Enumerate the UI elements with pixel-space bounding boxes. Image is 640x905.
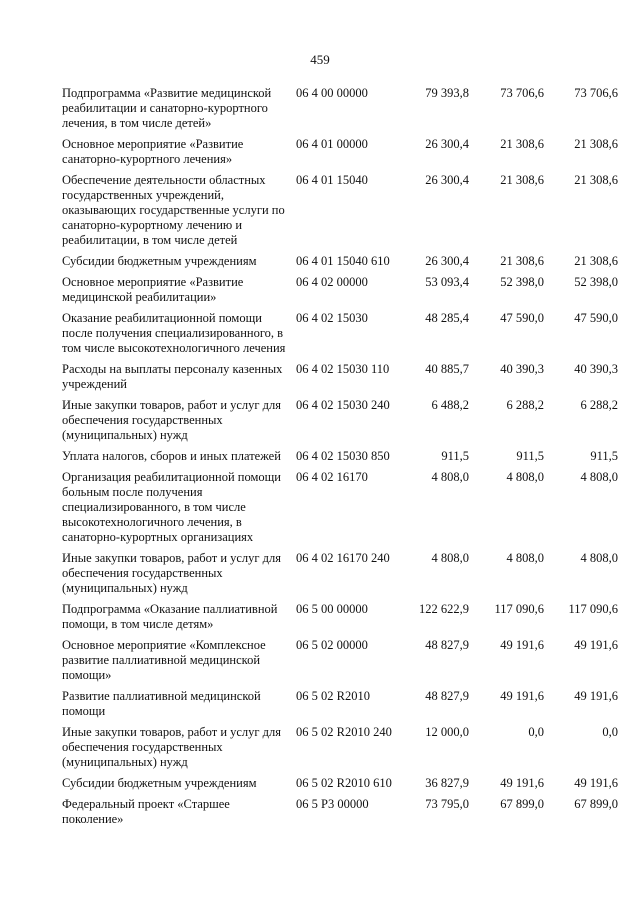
row-value-2: 6 288,2 xyxy=(506,398,544,412)
row-value-3: 49 191,6 xyxy=(574,776,618,790)
table-row xyxy=(0,602,640,632)
row-value-3: 4 808,0 xyxy=(580,551,618,565)
row-value-3: 4 808,0 xyxy=(580,470,618,484)
table-row xyxy=(0,551,640,596)
row-name: Федеральный проект «Старшее поколение» xyxy=(62,797,230,826)
row-value-1: 48 285,4 xyxy=(425,311,469,325)
row-value-3: 911,5 xyxy=(590,449,618,463)
table-row xyxy=(0,311,640,356)
row-value-2: 21 308,6 xyxy=(500,254,544,268)
row-value-1: 911,5 xyxy=(441,449,469,463)
row-name: Оказание реабилитационной помощи после получения специализированного, в том числе высокотехнологичного лечения xyxy=(62,311,286,355)
row-value-1: 122 622,9 xyxy=(419,602,469,616)
row-value-3: 52 398,0 xyxy=(574,275,618,289)
row-value-3: 49 191,6 xyxy=(574,638,618,652)
row-name: Основное мероприятие «Развитие медицинской реабилитации» xyxy=(62,275,244,304)
row-value-3: 21 308,6 xyxy=(574,173,618,187)
row-value-3: 40 390,3 xyxy=(574,362,618,376)
budget-table xyxy=(0,86,640,833)
row-name: Расходы на выплаты персоналу казенных учреждений xyxy=(62,362,283,391)
table-row xyxy=(0,173,640,248)
table-row xyxy=(0,398,640,443)
row-name: Подпрограмма «Развитие медицинской реабилитации и санаторно-курортного лечения, в том числе детей» xyxy=(62,86,272,130)
row-value-1: 26 300,4 xyxy=(425,137,469,151)
table-row xyxy=(0,449,640,464)
row-value-2: 117 090,6 xyxy=(494,602,544,616)
row-value-2: 67 899,0 xyxy=(500,797,544,811)
table-row xyxy=(0,86,640,131)
row-value-2: 49 191,6 xyxy=(500,776,544,790)
table-row xyxy=(0,725,640,770)
row-name: Уплата налогов, сборов и иных платежей xyxy=(62,449,281,463)
row-value-3: 67 899,0 xyxy=(574,797,618,811)
row-value-3: 21 308,6 xyxy=(574,137,618,151)
row-code: 06 5 02 00000 xyxy=(296,638,368,652)
row-value-2: 4 808,0 xyxy=(506,470,544,484)
row-code: 06 5 02 R2010 610 xyxy=(296,776,392,790)
row-value-2: 47 590,0 xyxy=(500,311,544,325)
row-code: 06 4 02 15030 850 xyxy=(296,449,390,463)
row-name: Основное мероприятие «Развитие санаторно-курортного лечения» xyxy=(62,137,244,166)
row-value-2: 49 191,6 xyxy=(500,689,544,703)
row-name: Развитие паллиативной медицинской помощи xyxy=(62,689,261,718)
row-name: Иные закупки товаров, работ и услуг для обеспечения государственных (муниципальных) нужд xyxy=(62,551,282,595)
table-row xyxy=(0,638,640,683)
row-value-1: 26 300,4 xyxy=(425,254,469,268)
table-row xyxy=(0,689,640,719)
row-value-1: 79 393,8 xyxy=(425,86,469,100)
row-value-1: 48 827,9 xyxy=(425,638,469,652)
row-value-3: 73 706,6 xyxy=(574,86,618,100)
row-value-3: 21 308,6 xyxy=(574,254,618,268)
row-name: Иные закупки товаров, работ и услуг для обеспечения государственных (муниципальных) нужд xyxy=(62,398,282,442)
row-value-1: 12 000,0 xyxy=(425,725,469,739)
row-value-1: 6 488,2 xyxy=(431,398,469,412)
row-value-2: 21 308,6 xyxy=(500,137,544,151)
row-value-2: 40 390,3 xyxy=(500,362,544,376)
row-value-3: 6 288,2 xyxy=(580,398,618,412)
table-row xyxy=(0,362,640,392)
row-code: 06 4 01 15040 xyxy=(296,173,368,187)
table-row xyxy=(0,470,640,545)
row-value-1: 26 300,4 xyxy=(425,173,469,187)
row-code: 06 4 00 00000 xyxy=(296,86,368,100)
row-name: Обеспечение деятельности областных государственных учреждений, оказывающих государственные услуги по санаторно-курортному лечению и реабилитации, в том числе детей xyxy=(62,173,285,247)
row-code: 06 4 02 16170 240 xyxy=(296,551,390,565)
row-name: Подпрограмма «Оказание паллиативной помощи, в том числе детям» xyxy=(62,602,278,631)
row-code: 06 4 02 15030 110 xyxy=(296,362,390,376)
row-name: Субсидии бюджетным учреждениям xyxy=(62,776,257,790)
row-value-2: 49 191,6 xyxy=(500,638,544,652)
row-code: 06 5 00 00000 xyxy=(296,602,368,616)
table-row xyxy=(0,137,640,167)
row-code: 06 4 01 00000 xyxy=(296,137,368,151)
table-row xyxy=(0,275,640,305)
row-code: 06 5 02 R2010 240 xyxy=(296,725,392,739)
row-code: 06 4 02 15030 xyxy=(296,311,368,325)
row-name: Организация реабилитационной помощи больным после получения специализированного, в том числе высокотехнологичного лечения, в санаторно-курортных организациях xyxy=(62,470,281,544)
row-value-2: 4 808,0 xyxy=(506,551,544,565)
table-row xyxy=(0,797,640,827)
row-value-1: 4 808,0 xyxy=(431,551,469,565)
row-value-3: 47 590,0 xyxy=(574,311,618,325)
row-value-1: 4 808,0 xyxy=(431,470,469,484)
table-row xyxy=(0,776,640,791)
row-value-3: 49 191,6 xyxy=(574,689,618,703)
row-code: 06 4 02 15030 240 xyxy=(296,398,390,412)
row-value-2: 21 308,6 xyxy=(500,173,544,187)
row-value-1: 73 795,0 xyxy=(425,797,469,811)
row-name: Основное мероприятие «Комплексное развитие паллиативной медицинской помощи» xyxy=(62,638,266,682)
row-value-2: 52 398,0 xyxy=(500,275,544,289)
row-code: 06 4 01 15040 610 xyxy=(296,254,390,268)
page-number: 459 xyxy=(310,52,330,67)
row-code: 06 4 02 00000 xyxy=(296,275,368,289)
row-value-1: 48 827,9 xyxy=(425,689,469,703)
row-value-2: 73 706,6 xyxy=(500,86,544,100)
row-value-2: 0,0 xyxy=(528,725,544,739)
row-value-3: 0,0 xyxy=(602,725,618,739)
row-value-2: 911,5 xyxy=(516,449,544,463)
row-value-1: 36 827,9 xyxy=(425,776,469,790)
row-code: 06 5 02 R2010 xyxy=(296,689,370,703)
row-code: 06 5 P3 00000 xyxy=(296,797,369,811)
row-value-3: 117 090,6 xyxy=(568,602,618,616)
row-value-1: 53 093,4 xyxy=(425,275,469,289)
row-name: Иные закупки товаров, работ и услуг для обеспечения государственных (муниципальных) нужд xyxy=(62,725,282,769)
row-name: Субсидии бюджетным учреждениям xyxy=(62,254,257,268)
table-row xyxy=(0,254,640,269)
row-code: 06 4 02 16170 xyxy=(296,470,368,484)
row-value-1: 40 885,7 xyxy=(425,362,469,376)
